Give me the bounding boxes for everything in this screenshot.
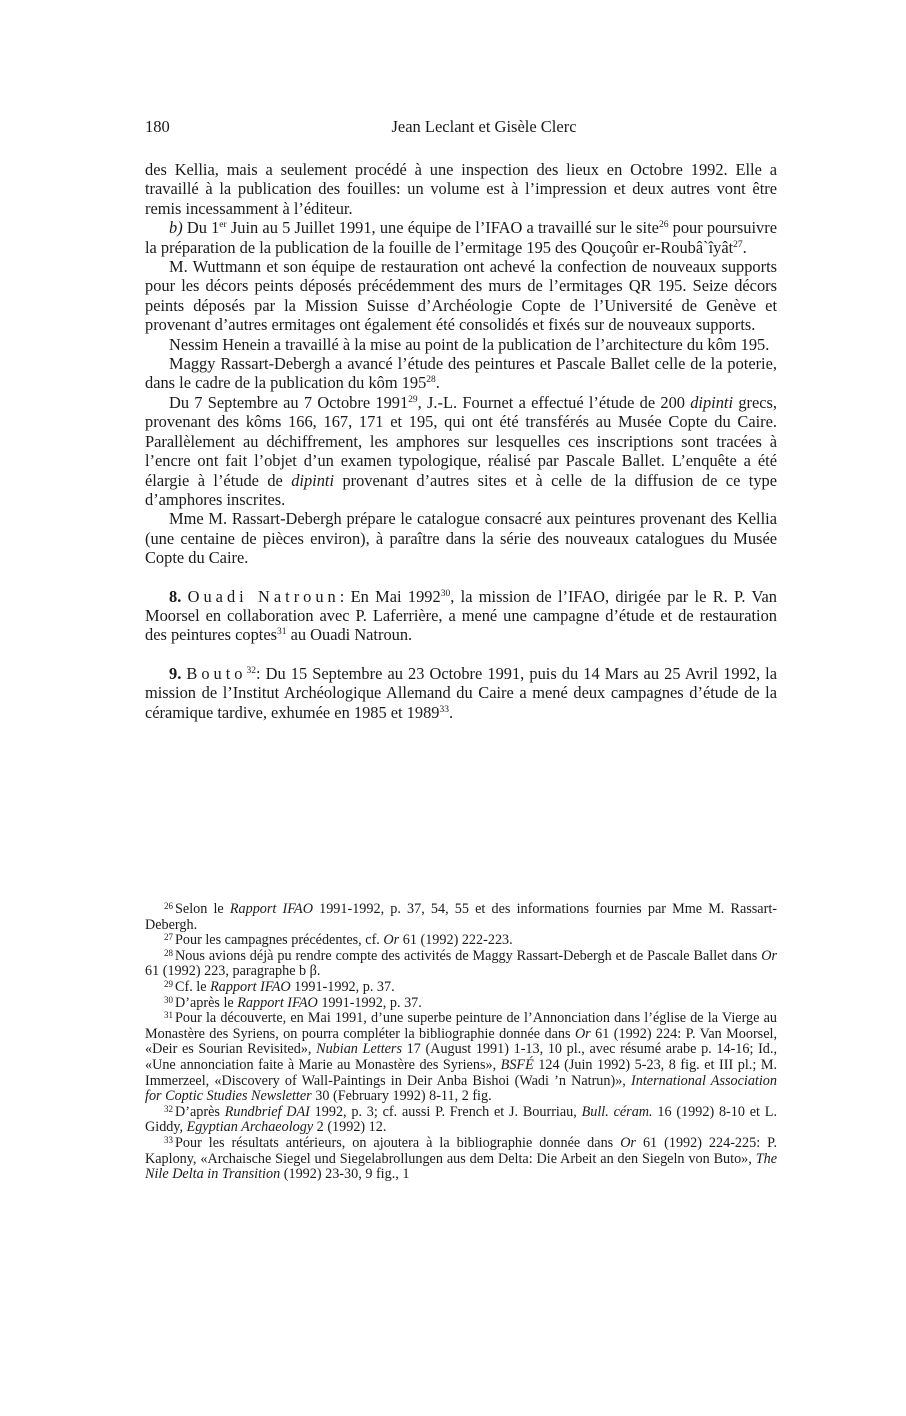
section-8: 8. Ouadi Natroun: En Mai 1992$^{30}$, la mission de l’IFAO, dirigée par le R. P. Van Moorsel en collaboration avec P. Laferrière, a mené une campagne d’étude et de restauration des peintures coptes$^{31}$ au Ouadi Natroun. [145, 586, 777, 645]
footnote: $^{27}$ Pour les campagnes précédentes, cf. Or 61 (1992) 222-223. [164, 932, 513, 949]
footnote-ref: 33 [439, 704, 449, 715]
footnote-ref: 31 [277, 627, 287, 638]
running-title: Jean Leclant et Gisèle Clerc [391, 117, 577, 136]
section-number: 9. [169, 663, 182, 683]
paragraph: Mme M. Rassart-Debergh prépare le catalogue consacré aux peintures provenant des Kellia (une centaine de pièces environ), à paraître dans la série des nouveaux catalogues du Musée Copte du Caire. [145, 509, 777, 568]
superscript: er [219, 220, 227, 231]
main-text [145, 160, 777, 722]
footnote: $^{31}$ Pour la découverte, en Mai 1991, d’une superbe peinture de l’Annonciation dans l’église de la Vierge au Monastère des Syriens, on pourra compléter la bibliographie donnée dans Or 61 (1992) 224: P. Van Moorsel, «Deir es Sourian Revisited», Nubian Letters 17 (August 1991) 1-13, 10 pl., avec résumé arabe p. 14-16; Id., «Une annonciation faite à Marie au Monastère des Syriens», BSFÉ 124 (Juin 1992) 5-23, 8 fig. et III pl.; M. Immerzeel, «Discovery of Wall-Paintings in Deir Anba Bishoi (Wadi ’n Natrun)», International Association for Coptic Studies Newsletter 30 (February 1992) 8-11, 2 fig. [145, 1010, 777, 1105]
section-title: Ouadi Natroun [187, 586, 340, 606]
running-header [145, 117, 777, 141]
footnote-ref: 26 [658, 220, 669, 231]
footnote: $^{26}$ Selon le Rapport IFAO 1991-1992, p. 37, 54, 55 et des informations fournies par Mme M. Rassart-Debergh. [145, 901, 777, 933]
paragraph: Nessim Henein a travaillé à la mise au point de la publication de l’architecture du kôm 195. [169, 334, 770, 354]
footnote: $^{28}$ Nous avions déjà pu rendre compte des activités de Maggy Rassart-Debergh et de Pascale Ballet dans Or 61 (1992) 223, paragraphe b β. [145, 947, 777, 980]
footnote-ref: 29 [408, 394, 418, 405]
paragraph: Maggy Rassart-Debergh a avancé l’étude des peintures et Pascale Ballet celle de la poterie, dans le cadre de la publication du kôm $195^{28}$. [145, 354, 777, 393]
section-number: 8. [169, 586, 182, 606]
footnote: $^{32}$ D’après Rundbrief DAI 1992, p. 3; cf. aussi P. French et J. Bourriau, Bull. céram. 16 (1992) 8-10 et L. Giddy, Egyptian Archaeology 2 (1992) 12. [145, 1103, 777, 1136]
paragraph: Du 7 Septembre au 7 Octobre 1991$^{29}$, J.-L. Fournet a effectué l’étude de 200 dipinti grecs, provenant des kôms 166, 167, 171 et 195, qui ont été transférés au Musée Copte du Caire. Parallèlement au déchiffrement, les amphores sur lesquelles ces inscriptions sont tracées à l’encre ont fait l’objet d’un examen typologique, réalisé par Pascale Ballet. L’enquête a été élargie à l’étude de dipinti provenant d’autres sites et à celle de la diffusion de ce type d’amphores inscrites. [145, 392, 777, 509]
paragraph: M. Wuttmann et son équipe de restauration ont achevé la confection de nouveaux supports pour les décors peints déposés précédemment des murs de l’ermitages QR 195. Seize décors peints déposés par la Mission Suisse d’Archéologie Copte de l’Université de Genève et provenant d’autres ermitages ont également été consolidés et fixés sur de nouveaux supports. [145, 257, 777, 335]
paragraph: des Kellia, mais a seulement procédé à une inspection des lieux en Octobre 1992. Elle a travaillé à la publication des fouilles: un volume est à l’impression et deux autres vont être remis incessamment à l’éditeur. [145, 160, 777, 218]
footnote-ref: 28 [426, 375, 436, 386]
footnote-ref: 32 [246, 665, 256, 676]
paragraph: b) Du 1er Juin au 5 Juillet 1991, une équipe de l’IFAO a travaillé sur le site$^{26}$ pour poursuivre la préparation de la publication de la fouille de l’ermitage 195 des Qouçoûr er-Roubâ`îyât$^{27}$. [145, 218, 777, 257]
footnote: $^{29}$ Cf. le Rapport IFAO 1991-1992, p. 37. [164, 978, 395, 995]
footnote: $^{30}$ D’après le Rapport IFAO 1991-1992, p. 37. [164, 994, 422, 1011]
page-number: 180 [145, 117, 170, 136]
section-9: 9. Bouto$^{32}$: Du 15 Septembre au 23 Octobre 1991, puis du 14 Mars au 25 Avril 1992, la mission de l’Institut Archéologique Allemand du Caire a mené deux campagnes d’étude de la céramique tardive, exhumée en 1985 et 1989$^{33}$. [145, 663, 777, 722]
footnote: $^{33}$ Pour les résultats antérieurs, on ajoutera à la bibliographie donnée dans Or 61 (1992) 224-225: P. Kaplony, «Archaische Siegel und Siegelabrollungen aus dem Delta: Die Arbeit an den Siegeln von Buto», The Nile Delta in Transition (1992) 23-30, 9 fig., 1 [145, 1134, 778, 1183]
footnote-ref: 27 [733, 239, 743, 250]
section-title: Bouto [186, 663, 247, 683]
footnotes [145, 902, 777, 1183]
page [145, 117, 777, 722]
footnote-ref: 30 [440, 588, 451, 599]
